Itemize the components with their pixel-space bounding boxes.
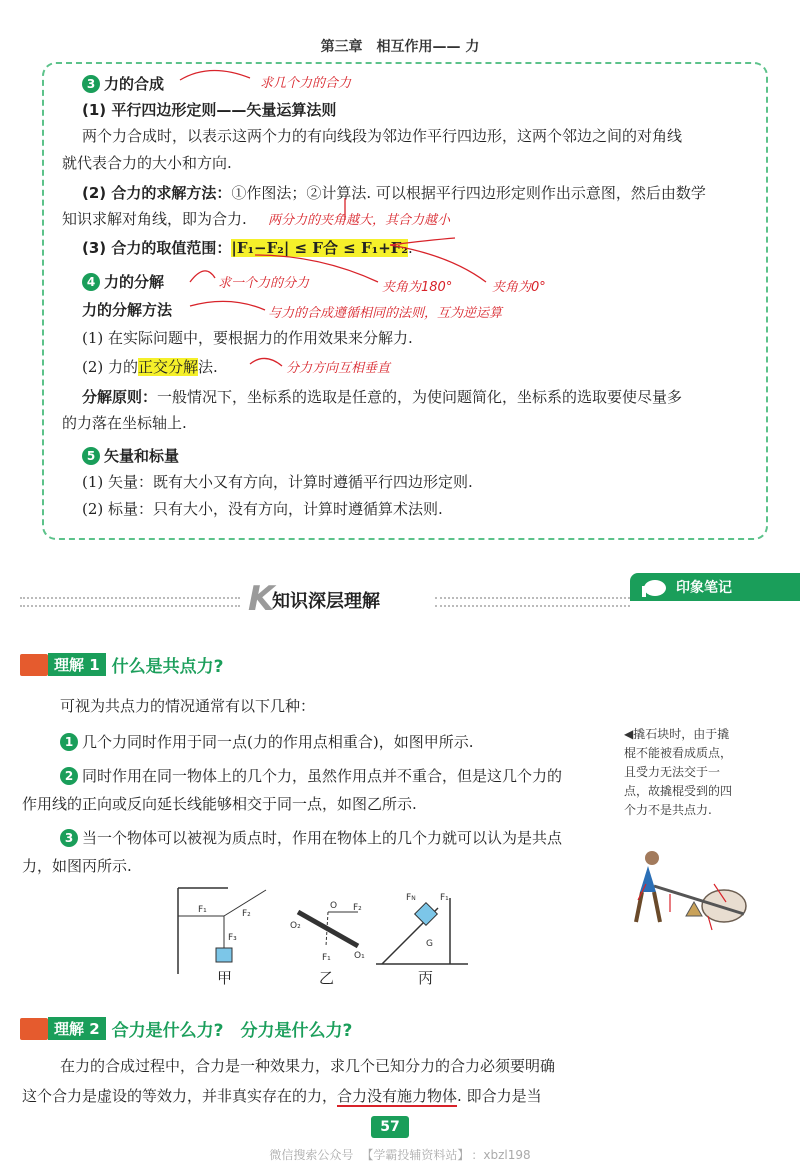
handwritten-note: 求一个力的分力 xyxy=(218,276,310,291)
svg-text:F₁: F₁ xyxy=(440,893,449,903)
handwritten-note: 两分力的夹角越大，其合力越小 xyxy=(268,213,451,228)
q1-title: 什么是共点力? xyxy=(111,657,224,677)
paragraph-line: 在力的合成过程中，合力是一种效果力，求几个已知分力的合力必须要明确 xyxy=(60,1057,556,1075)
q2-title: 合力是什么力? 分力是什么力? xyxy=(111,1021,353,1041)
fulcrum xyxy=(686,902,702,916)
side-note-line: 棍不能被看成质点， xyxy=(624,746,733,760)
svg-text:O: O xyxy=(330,901,338,911)
handwritten-note: 夹角为0° xyxy=(492,280,546,295)
item-number: 1 xyxy=(60,733,78,751)
principle-label: 分解原则： xyxy=(82,388,158,406)
k-logo-letter: K xyxy=(248,579,275,619)
arrow xyxy=(190,301,265,310)
paragraph-line: 可视为共点力的情况通常有以下几种： xyxy=(60,697,316,715)
svg-text:O₁: O₁ xyxy=(354,951,365,961)
lever-illustration xyxy=(626,844,756,934)
arrow xyxy=(255,255,378,282)
text-span: 这个合力是虚设的等效力，并非真实存在的力， xyxy=(22,1087,338,1105)
sentence-end: . xyxy=(407,239,413,257)
item-number: 3 xyxy=(60,829,78,847)
side-note-line: 且受力无法交于一 xyxy=(624,765,721,779)
svg-text:O₂: O₂ xyxy=(290,921,301,931)
side-note-line: 个力不是共点力. xyxy=(624,803,712,817)
paragraph-line: 的力落在坐标轴上. xyxy=(62,414,187,432)
svg-text:F₂: F₂ xyxy=(353,903,362,913)
item-text: 同时作用在同一物体上的几个力，虽然作用点并不重合，但是这几个力的 xyxy=(82,767,563,785)
q1-heading xyxy=(20,652,224,677)
arrow xyxy=(390,238,455,245)
section-3-number: 3 xyxy=(82,75,100,93)
section-5-number: 5 xyxy=(82,447,100,465)
figure-label: 甲 xyxy=(217,969,233,987)
person-body xyxy=(640,866,656,892)
text-span: (2) 力的 xyxy=(82,358,139,376)
underlined-text: 合力没有施力物体 xyxy=(337,1087,458,1105)
book-icon xyxy=(20,654,48,676)
paragraph-line xyxy=(22,1084,542,1108)
person-head xyxy=(645,851,659,865)
paragraph-line: (1) 矢量：既有大小又有方向，计算时遵循平行四边形定则. xyxy=(82,473,473,491)
item-3 xyxy=(60,826,562,850)
section-3-title: 力的合成 xyxy=(104,75,165,93)
svg-text:G: G xyxy=(426,939,433,949)
watermark-text: 微信搜索公众号 xyxy=(269,1148,354,1162)
q1-tag: 理解 1 xyxy=(48,653,106,676)
paragraph-line: (1) 在实际问题中，要根据力的作用效果来分解力. xyxy=(82,329,413,347)
figure-jia xyxy=(178,888,266,974)
item-number: 2 xyxy=(60,767,78,785)
svg-text:F₁: F₁ xyxy=(198,905,207,915)
decomposition-method-title: 力的分解方法 xyxy=(82,301,173,319)
section-4-number: 4 xyxy=(82,273,100,291)
arrow xyxy=(250,358,282,366)
chapter-header: 第三章 相互作用—— 力 xyxy=(320,39,480,55)
paragraph-line: 作用线的正向或反向延长线能够相交于同一点，如图乙所示. xyxy=(22,795,417,813)
annotation-arrows xyxy=(0,0,800,560)
highlight-text: 正交分解 xyxy=(138,358,199,376)
parallelogram-rule-title: (1) 平行四边形定则——矢量运算法则 xyxy=(82,101,337,119)
side-note-line: 点，故撬棍受到的四 xyxy=(624,784,733,798)
book-icon xyxy=(20,1018,48,1040)
elephant-icon xyxy=(640,576,670,598)
svg-text:F₃: F₃ xyxy=(228,933,237,943)
arrow xyxy=(190,271,215,282)
section-4-title: 力的分解 xyxy=(104,273,165,291)
handwritten-note: 与力的合成遵循相同的法则，互为逆运算 xyxy=(268,306,503,321)
svg-text:FN: FN xyxy=(406,893,416,903)
text-span: . 即合力是当 xyxy=(457,1087,542,1105)
section-5-title: 矢量和标量 xyxy=(104,447,180,465)
watermark xyxy=(0,1146,800,1163)
q2-tag: 理解 2 xyxy=(48,1017,106,1040)
resultant-method-text: ①作图法；②计算法. 可以根据平行四边形定则作出示意图，然后由数学 xyxy=(231,184,706,202)
arrow xyxy=(390,245,486,282)
side-note-line: ◀撬石块时，由于撬 xyxy=(624,727,730,741)
figure-yi xyxy=(290,901,365,963)
handwritten-note: 夹角为180° xyxy=(382,280,453,295)
paragraph-line: (2) 标量：只有大小，没有方向，计算时遵循算术法则. xyxy=(82,500,443,518)
figure-label: 乙 xyxy=(319,969,335,987)
watermark-text: 【学霸投辅资料站】 xyxy=(361,1148,464,1162)
watermark-text: ：xbzl198 xyxy=(471,1148,531,1162)
svg-text:F₁: F₁ xyxy=(322,953,331,963)
impression-notes-label: 印象笔记 xyxy=(676,580,732,596)
page-number: 57 xyxy=(371,1116,409,1138)
figure-bing xyxy=(376,893,468,964)
svg-text:F₂: F₂ xyxy=(242,909,251,919)
q2-heading xyxy=(20,1016,352,1041)
dotted-rule xyxy=(435,597,630,607)
section-title: 知识深层理解 xyxy=(272,591,380,612)
principle-text: 一般情况下，坐标系的选取是任意的，为使问题简化，坐标系的选取要使尽量多 xyxy=(157,388,683,406)
resultant-range-label: (3) 合力的取值范围： xyxy=(82,239,232,257)
impression-notes-banner xyxy=(630,573,800,601)
side-note xyxy=(624,725,774,820)
paragraph-line: 力，如图丙所示. xyxy=(22,857,132,875)
text-span: 法. xyxy=(198,358,218,376)
paragraph-line: 就代表合力的大小和方向. xyxy=(62,154,232,172)
arrow xyxy=(180,70,250,80)
item-2 xyxy=(60,764,562,788)
resultant-method-label: (2) 合力的求解方法： xyxy=(82,184,232,202)
dotted-rule xyxy=(20,597,240,607)
item-text: 几个力同时作用于同一点(力的作用点相重合)，如图甲所示. xyxy=(82,733,474,751)
item-1 xyxy=(60,730,473,754)
handwritten-note: 求几个力的合力 xyxy=(260,76,352,91)
resultant-range-formula: |F₁−F₂| ≤ F合 ≤ F₁+F₂ xyxy=(231,239,408,257)
figure-label: 丙 xyxy=(418,969,434,987)
paragraph-line: 两个力合成时，以表示这两个力的有向线段为邻边作平行四边形，这两个邻边之间的对角线 xyxy=(82,127,683,145)
section-header xyxy=(20,579,630,619)
handwritten-note: 分力方向互相垂直 xyxy=(286,361,391,376)
item-text: 当一个物体可以被视为质点时，作用在物体上的几个力就可以认为是共点 xyxy=(82,829,563,847)
paragraph-line: 知识求解对角线，即为合力. xyxy=(62,210,247,228)
